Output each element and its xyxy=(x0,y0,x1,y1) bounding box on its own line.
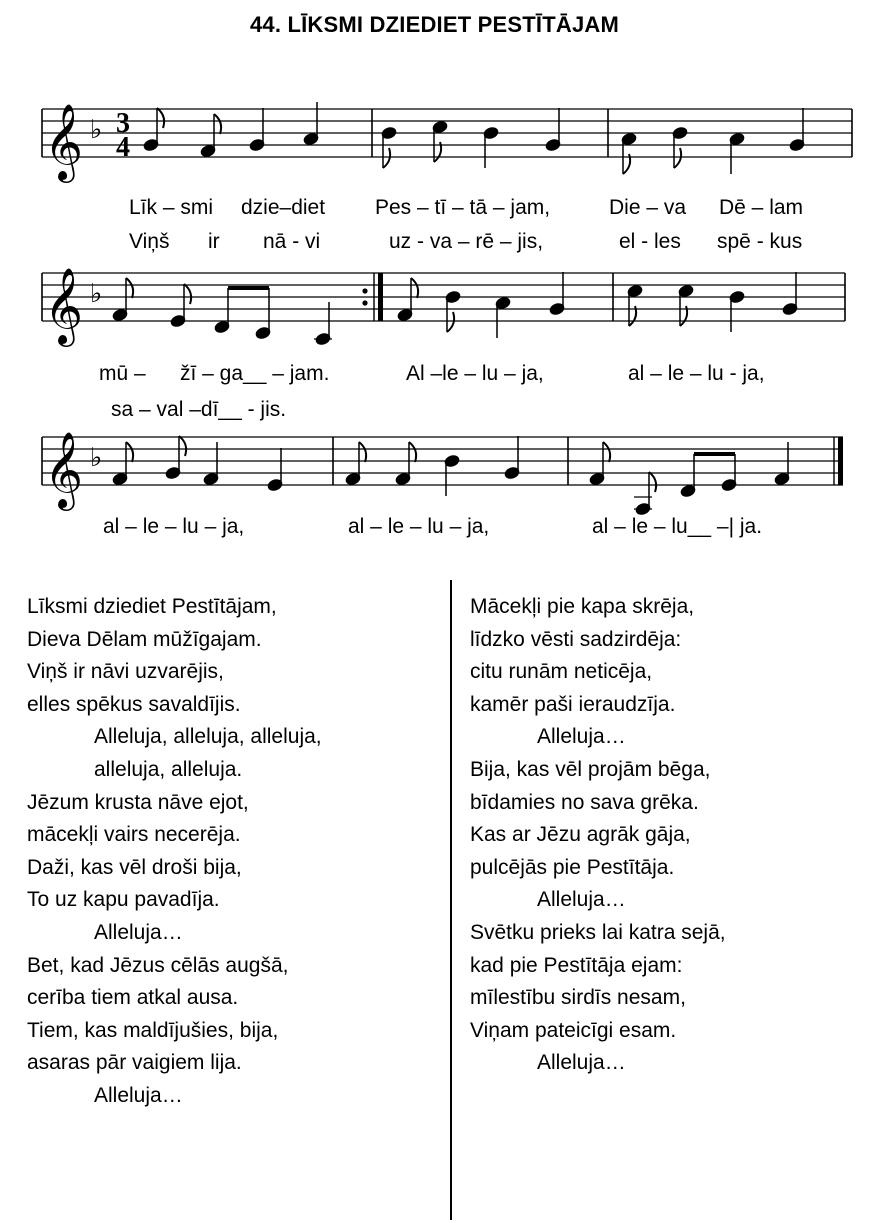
svg-text:♭: ♭ xyxy=(90,443,103,473)
lyric: dzie–diet xyxy=(241,196,326,219)
verse-line: Mācekļi pie kapa skrēja, xyxy=(470,595,695,618)
lyric: al – le – lu__ –| ja. xyxy=(592,515,763,538)
verse-line: mīlestību sirdīs nesam, xyxy=(470,986,686,1010)
lyric: spē - kus xyxy=(717,230,803,253)
verse-line: pulcējās pie Pestītāja. xyxy=(470,855,675,879)
verse-line: Svētku prieks lai katra sejā, xyxy=(470,920,726,944)
lyric: Die – va xyxy=(609,196,687,219)
verse-line: bīdamies no sava grēka. xyxy=(470,790,699,814)
lyric: Pes – tī – tā – jam, xyxy=(375,196,551,219)
verse-line: Viņš ir nāvi uzvarējis, xyxy=(27,660,224,684)
lyric: sa – val –dī__ - jis. xyxy=(111,398,287,421)
page-title: 44. LĪKSMI DZIEDIET PESTĪTĀJAM xyxy=(249,12,620,37)
lyric: Viņš xyxy=(129,230,170,253)
verse-line: Daži, kas vēl droši bija, xyxy=(27,855,242,879)
lyric: nā - vi xyxy=(263,230,321,253)
refrain-line: Alleluja… xyxy=(537,888,626,912)
verse-line: Viņam pateicīgi esam. xyxy=(470,1018,677,1042)
lyric: uz - va – rē – jis, xyxy=(389,230,544,253)
lyric: al – le – lu – ja, xyxy=(348,515,490,538)
verse-line: Jēzum krusta nāve ejot, xyxy=(27,790,249,814)
lyric: Al –le – lu – ja, xyxy=(406,362,544,385)
verse-line: elles spēkus savaldījis. xyxy=(27,692,241,716)
svg-text:𝄞: 𝄞 xyxy=(44,267,84,344)
verse-line: kamēr paši ieraudzīja. xyxy=(470,692,676,716)
verse-line: asaras pār vaigiem lija. xyxy=(27,1051,242,1075)
lyric: žī – ga__ – jam. xyxy=(180,362,330,385)
refrain-line: Alleluja… xyxy=(94,1083,183,1107)
verse-line: Kas ar Jēzu agrāk gāja, xyxy=(470,823,691,847)
lyric: Dē – lam xyxy=(719,196,804,219)
verse-line: Līksmi dziediet Pestītājam, xyxy=(27,595,277,618)
refrain-line: Alleluja, alleluja, alleluja, xyxy=(94,725,322,749)
column-divider xyxy=(450,580,452,1220)
refrain-line: Alleluja… xyxy=(94,920,183,944)
lyric: al – le – lu - ja, xyxy=(628,362,765,385)
verse-line: citu runām neticēja, xyxy=(470,660,653,684)
verse-line: mācekļi vairs necerēja. xyxy=(27,823,241,847)
svg-text:𝄞: 𝄞 xyxy=(44,103,84,180)
svg-text:3: 3 xyxy=(116,108,130,139)
verse-line: Dieva Dēlam mūžīgajam. xyxy=(27,627,262,651)
verses-right-column xyxy=(470,591,726,1080)
verse-line: cerība tiem atkal ausa. xyxy=(27,986,239,1010)
verse-line: Tiem, kas maldījušies, bija, xyxy=(27,1018,279,1042)
refrain-line: Alleluja… xyxy=(537,725,626,749)
svg-text:♭: ♭ xyxy=(90,115,103,145)
verse-line: līdzko vēsti sadzirdēja: xyxy=(470,627,682,651)
refrain-line: Alleluja… xyxy=(537,1051,626,1075)
verse-line: Bet, kad Jēzus cēlās augšā, xyxy=(27,953,289,977)
verse-line: Bija, kas vēl projām bēga, xyxy=(470,757,711,781)
verses-left-column xyxy=(27,591,322,1113)
verse-line: kad pie Pestītāja ejam: xyxy=(470,953,683,977)
svg-text:♭: ♭ xyxy=(90,279,103,309)
svg-text:𝄞: 𝄞 xyxy=(44,431,84,508)
verse-line: To uz kapu pavadīja. xyxy=(27,888,220,912)
lyric: al – le – lu – ja, xyxy=(103,515,245,538)
lyric: el - les xyxy=(619,230,681,253)
lyric: mū – xyxy=(99,362,146,385)
lyric: Līk – smi xyxy=(129,196,214,219)
svg-text:4: 4 xyxy=(116,132,130,163)
lyric: ir xyxy=(208,230,220,253)
refrain-line: alleluja, alleluja. xyxy=(94,757,243,781)
